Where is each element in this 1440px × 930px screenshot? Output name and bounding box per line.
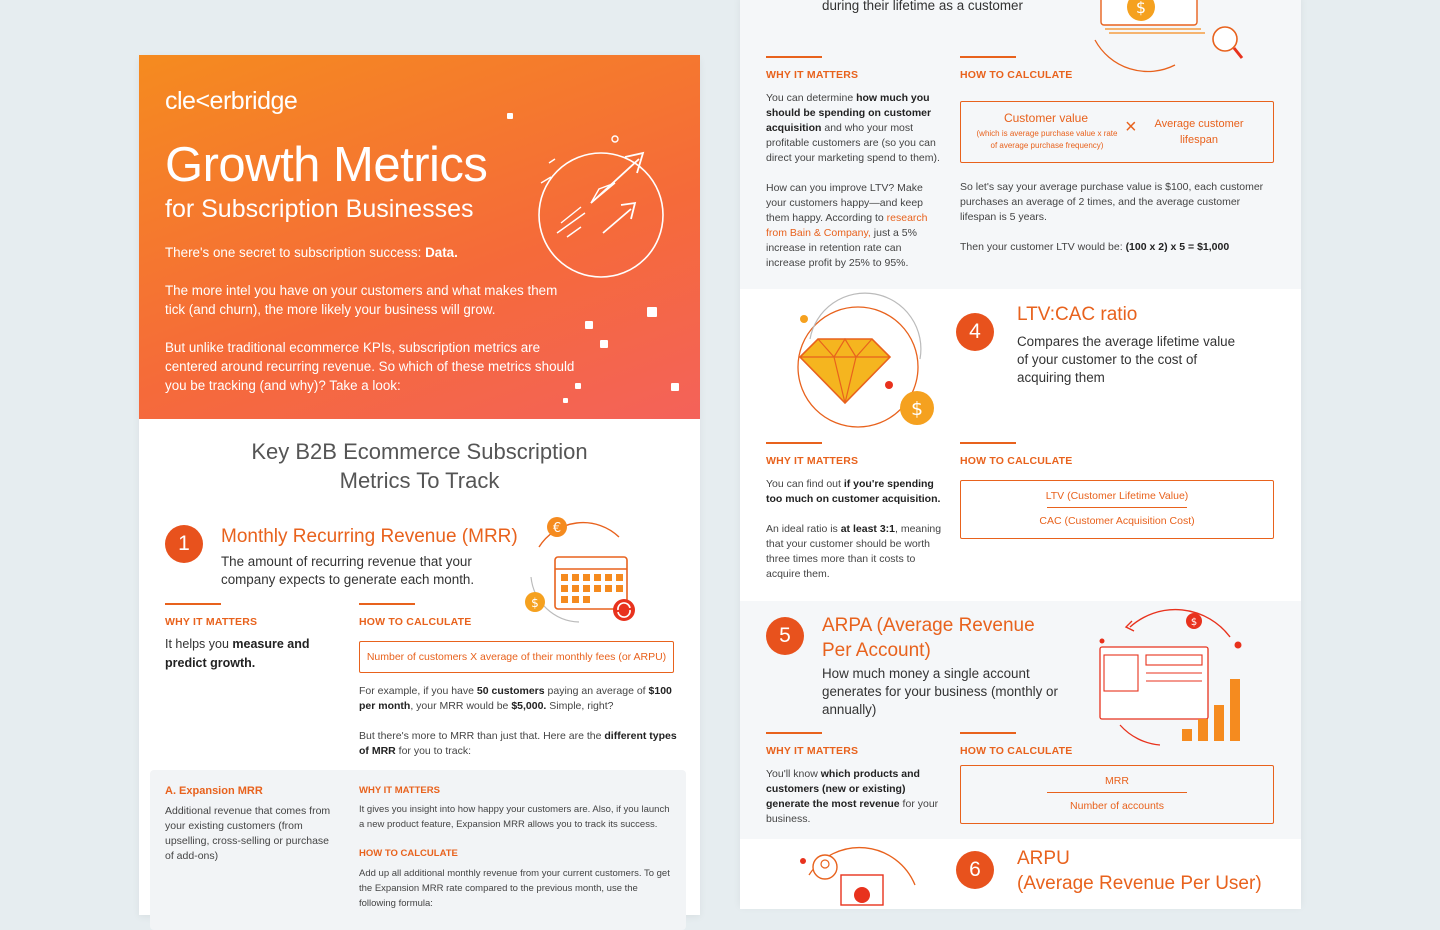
confetti-dot [585,321,593,329]
ltv-why-text: You can determine how much you should be spending on customer acquisition and who your most profitable customers are (so you can direct your marketing spend to them). [766,92,940,164]
formula-box: Number of customers X average of their monthly fees (or ARPU) [359,641,674,673]
expansion-mrr-card [150,770,686,930]
confetti-dot [647,307,657,317]
ideal-ratio-text: An ideal ratio is at least 3:1, meaning that your customer should be worth three times more than it costs to acquire them. [766,523,942,580]
svg-text:$: $ [1135,0,1147,17]
confetti-dot [600,340,608,348]
expansion-mrr-title: A. Expansion MRR [165,785,263,797]
metric-description: The amount of recurring revenue that your company expects to generate each month. [221,554,475,587]
diamond-icon [780,299,950,429]
metric-title: Monthly Recurring Revenue (MRR) [221,526,518,547]
infographic-right-page [740,0,1301,905]
confetti-dot [575,383,581,389]
metric-number-badge: 6 [956,851,994,889]
ltv-result-text: Then your customer LTV would be: (100 x 2) x 5 = $1,000 [960,241,1230,253]
metric-title: LTV:CAC ratio [1017,304,1138,325]
rocket-arrows-icon [531,133,671,283]
hero-intro: There's one secret to subscription success: Data. [165,245,458,260]
why-it-matters-label: WHY IT MATTERS [766,745,859,757]
metric-title: ARPU (Average Revenue Per User) [1017,848,1262,894]
cleverbridge-logo: cle<erbridge [165,87,298,115]
ltv-description-fragment: during their lifetime as a customer [822,0,1023,13]
calendar-icon [519,517,644,627]
multiply-icon: × [1125,116,1137,138]
fraction-line [1047,792,1187,793]
page-subtitle: for Subscription Businesses [165,195,474,223]
how-to-calculate-label: HOW TO CALCULATE [960,455,1073,467]
svg-text:$: $ [910,398,924,420]
expansion-how-text: Add up all additional monthly revenue from your current customers. To get the Expansion MRR rate compared to the previous month, use the following formula: [359,868,670,909]
mrr-example-text: For example, if you have 50 customers paying an average of $100 per month, your MRR would be $5,000. Simple, right? [359,685,672,712]
hero-paragraph-1: The more intel you have on your customers and what makes them tick (and churn), the more likely your business will grow. [165,283,558,317]
metric-number-badge: 1 [165,525,203,563]
why-it-matters-label: WHY IT MATTERS [359,785,440,796]
how-to-calculate-label: HOW TO CALCULATE [359,848,458,859]
mrr-types-intro: But there's more to MRR than just that. Here are the different types of MRR for you to track: [359,730,677,757]
metric-description: How much money a single account generates for your business (monthly or annually) [822,666,1058,717]
how-to-calculate-label: HOW TO CALCULATE [960,69,1073,81]
hero-banner [139,55,700,419]
svg-text:€: € [552,521,562,536]
confetti-dot [671,383,679,391]
money-search-icon [1095,0,1245,70]
hero-paragraph-2: But unlike traditional ecommerce KPIs, subscription metrics are centered around recurring revenue. So which of these metrics should you be tracking (and why)? Take a look: [165,340,575,393]
ltv-section [740,0,1301,289]
ltv-improve-text: How can you improve LTV? Make your customers happy—and keep them happy. According to research from Bain & Company, just a 5% increase in retention rate can increase profit by 25% to 95%. [766,182,928,269]
section-heading: Key B2B Ecommerce Subscription Metrics To Track [251,439,588,493]
svg-text:$: $ [531,596,539,610]
why-it-matters-label: WHY IT MATTERS [766,69,859,81]
ltv-formula-box: Customer value (which is average purchase value x rate of average purchase frequency) × Average customer lifespan [960,101,1274,163]
metric-number-badge: 4 [956,313,994,351]
page-title: Growth Metrics [165,138,488,192]
confetti-dot [563,398,568,403]
how-to-calculate-label: HOW TO CALCULATE [960,745,1073,757]
ltv-cac-section [740,289,1301,601]
svg-text:$: $ [1190,617,1198,628]
ltv-example-text: So let's say your average purchase value is $100, each customer purchases an average of 2 times, and the average customer lifespan is 5 years. [960,181,1264,223]
why-it-matters-text: It helps you measure and predict growth. [165,637,310,670]
bain-research-link[interactable]: research from Bain & Company, [766,212,928,239]
arpa-why-text: You'll know which products and customers (new or existing) generate the most revenue for your business. [766,768,939,825]
expansion-why-text: It gives you insight into how happy your customers are. Also, if you launch a new product feature, Expansion MRR allows you to track its success. [359,804,670,830]
confetti-dot [507,113,513,119]
metric-description: Compares the average lifetime value of your customer to the cost of acquiring them [1017,334,1236,385]
how-to-calculate-label: HOW TO CALCULATE [359,616,472,628]
arpu-section [740,839,1301,909]
ltv-cac-formula-box: LTV (Customer Lifetime Value) CAC (Customer Acquisition Cost) [960,480,1274,539]
arpa-formula-box: MRR Number of accounts [960,765,1274,824]
why-it-matters-label: WHY IT MATTERS [165,616,258,628]
ltv-cac-why-text: You can find out if you're spending too much on customer acquisition. [766,478,941,505]
metric-title: ARPA (Average Revenue Per Account) [822,615,1035,661]
infographic-left-page [139,55,700,915]
dashboard-bar-chart-icon [1090,607,1260,747]
user-money-icon [795,845,925,905]
fraction-line [1047,507,1187,508]
metric-number-badge: 5 [766,617,804,655]
expansion-mrr-description: Additional revenue that comes from your existing customers (from upselling, cross-selling or purchase of add-ons) [165,805,331,862]
why-it-matters-label: WHY IT MATTERS [766,455,859,467]
arpa-section [740,601,1301,839]
